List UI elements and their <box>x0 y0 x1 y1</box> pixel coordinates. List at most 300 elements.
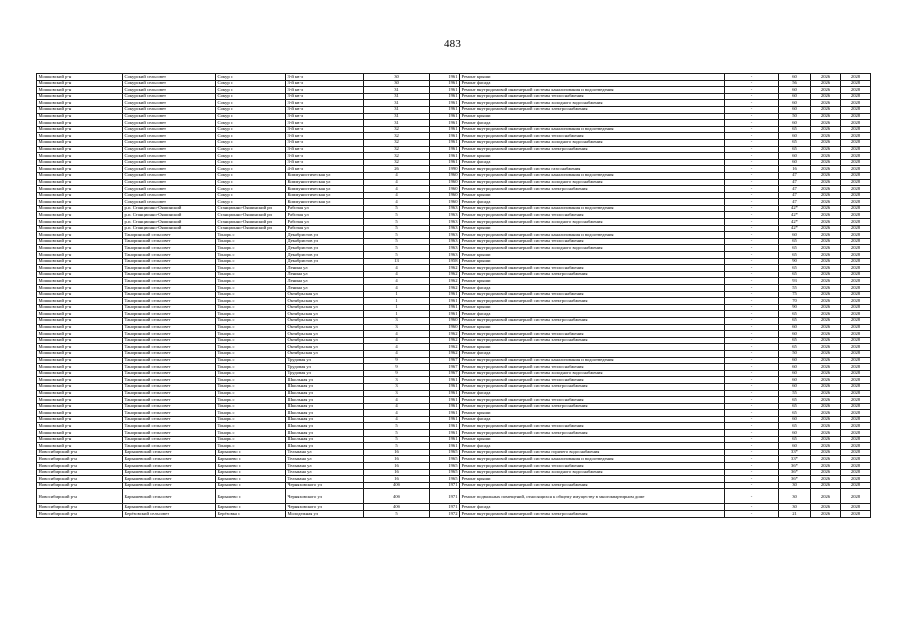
street-cell: Тельмана ул <box>286 463 364 470</box>
locality-cell: Тонорь с <box>216 383 286 390</box>
end-year-cell: 2028 <box>841 199 871 206</box>
work-type-cell: Ремонт крыши <box>460 74 725 81</box>
house-number-cell: 5 <box>364 219 430 226</box>
settlement-cell: Барышевский сельсовет <box>123 504 216 511</box>
table-row <box>37 469 871 476</box>
settlement-cell: Сокурский сельсовет <box>123 159 216 166</box>
settlement-cell: Таноринский сельсовет <box>123 416 216 423</box>
street-cell: Рабочая ул <box>286 219 364 226</box>
settlement-cell: Сокурский сельсовет <box>123 166 216 173</box>
year-built-cell: 1971 <box>430 504 460 511</box>
settlement-cell: Сокурский сельсовет <box>123 153 216 160</box>
district-cell: Мошковский р-н <box>37 106 123 113</box>
street-cell: Школьная ул <box>286 436 364 443</box>
start-year-cell: 2026 <box>811 489 841 504</box>
work-type-cell: Ремонт внутридомовой инженерной системы канализования и водоотведения <box>460 126 725 133</box>
percent-cell: 16 <box>779 166 811 173</box>
table-row <box>37 344 871 351</box>
end-year-cell: 2028 <box>841 383 871 390</box>
year-built-cell: 1971 <box>430 489 460 504</box>
empty-cell: - <box>725 199 779 206</box>
end-year-cell: 2028 <box>841 469 871 476</box>
year-built-cell: 1965 <box>430 449 460 456</box>
table-row <box>37 100 871 107</box>
percent-cell: 50 <box>779 113 811 120</box>
start-year-cell: 2026 <box>811 113 841 120</box>
house-number-cell: 9 <box>364 364 430 371</box>
end-year-cell: 2028 <box>841 159 871 166</box>
settlement-cell: Таноринский сельсовет <box>123 350 216 357</box>
end-year-cell: 2028 <box>841 93 871 100</box>
percent-cell: 65 <box>779 403 811 410</box>
house-number-cell: 4 <box>364 285 430 292</box>
end-year-cell: 2028 <box>841 436 871 443</box>
locality-cell: Тонорь с <box>216 232 286 239</box>
end-year-cell: 2028 <box>841 377 871 384</box>
empty-cell: - <box>725 139 779 146</box>
district-cell: Мошковский р-н <box>37 205 123 212</box>
district-cell: Мошковский р-н <box>37 357 123 364</box>
house-number-cell: 40б <box>364 489 430 504</box>
house-number-cell: 5 <box>364 443 430 450</box>
house-number-cell: 4 <box>364 199 430 206</box>
locality-cell: Станционно-Ояшинский рп <box>216 205 286 212</box>
street-cell: 3-й кв-л <box>286 74 364 81</box>
district-cell: Мошковский р-н <box>37 93 123 100</box>
year-built-cell: 1960 <box>430 192 460 199</box>
district-cell: Мошковский р-н <box>37 113 123 120</box>
street-cell: 3-й кв-л <box>286 113 364 120</box>
locality-cell: Тонорь с <box>216 397 286 404</box>
locality-cell: Тонорь с <box>216 377 286 384</box>
year-built-cell: 1961 <box>430 298 460 305</box>
percent-cell: 55 <box>779 285 811 292</box>
work-type-cell: Ремонт фасада <box>460 159 725 166</box>
start-year-cell: 2026 <box>811 219 841 226</box>
end-year-cell: 2028 <box>841 133 871 140</box>
empty-cell: - <box>725 74 779 81</box>
percent-cell: 60 <box>779 331 811 338</box>
street-cell: Школьная ул <box>286 410 364 417</box>
work-type-cell: Ремонт внутридомовой инженерной системы теплоснабжения <box>460 238 725 245</box>
settlement-cell: Сокурский сельсовет <box>123 146 216 153</box>
settlement-cell: Барышевский сельсовет <box>123 463 216 470</box>
locality-cell: Тонорь с <box>216 258 286 265</box>
work-type-cell: Ремонт внутридомовой инженерной системы электроснабжения <box>460 430 725 437</box>
year-built-cell: 1961 <box>430 93 460 100</box>
work-type-cell: Ремонт внутридомовой инженерной системы холодного водоснабжения <box>460 469 725 476</box>
work-type-cell: Ремонт внутридомовой инженерной системы теплоснабжения <box>460 364 725 371</box>
percent-cell: 60 <box>779 106 811 113</box>
start-year-cell: 2026 <box>811 126 841 133</box>
table-row <box>37 258 871 265</box>
locality-cell: Тонорь с <box>216 390 286 397</box>
table-row <box>37 311 871 318</box>
end-year-cell: 2028 <box>841 331 871 338</box>
settlement-cell: Таноринский сельсовет <box>123 304 216 311</box>
start-year-cell: 2026 <box>811 271 841 278</box>
street-cell: 3-й кв-л <box>286 87 364 94</box>
start-year-cell: 2026 <box>811 383 841 390</box>
percent-cell: 65 <box>779 397 811 404</box>
end-year-cell: 2028 <box>841 291 871 298</box>
house-number-cell: 32 <box>364 159 430 166</box>
year-built-cell: 1961 <box>430 80 460 87</box>
locality-cell: Тонорь с <box>216 423 286 430</box>
district-cell: Мошковский р-н <box>37 304 123 311</box>
street-cell: Ленина ул <box>286 278 364 285</box>
district-cell: Мошковский р-н <box>37 390 123 397</box>
settlement-cell: Таноринский сельсовет <box>123 317 216 324</box>
district-cell: Мошковский р-н <box>37 364 123 371</box>
start-year-cell: 2026 <box>811 337 841 344</box>
empty-cell: - <box>725 278 779 285</box>
percent-cell: 65 <box>779 245 811 252</box>
work-type-cell: Ремонт крыши <box>460 113 725 120</box>
house-number-cell: 4 <box>364 172 430 179</box>
street-cell: Молодежная ул <box>286 511 364 518</box>
percent-cell: 60 <box>779 324 811 331</box>
empty-cell: - <box>725 331 779 338</box>
house-number-cell: 16 <box>364 463 430 470</box>
house-number-cell: 9 <box>364 370 430 377</box>
percent-cell: 75 <box>779 291 811 298</box>
table-row <box>37 219 871 226</box>
start-year-cell: 2026 <box>811 350 841 357</box>
start-year-cell: 2026 <box>811 397 841 404</box>
start-year-cell: 2026 <box>811 120 841 127</box>
house-number-cell: 1 <box>364 291 430 298</box>
work-type-cell: Ремонт внутридомовой инженерной системы газоснабжения <box>460 166 725 173</box>
house-number-cell: 5 <box>364 245 430 252</box>
locality-cell: Тонорь с <box>216 311 286 318</box>
table-row <box>37 324 871 331</box>
table-row <box>37 278 871 285</box>
settlement-cell: Таноринский сельсовет <box>123 357 216 364</box>
locality-cell: Станционно-Ояшинский рп <box>216 212 286 219</box>
empty-cell: - <box>725 93 779 100</box>
percent-cell: 60 <box>779 232 811 239</box>
percent-cell: 30 <box>779 489 811 504</box>
percent-cell: 65 <box>779 139 811 146</box>
locality-cell: Барышево с <box>216 463 286 470</box>
empty-cell: - <box>725 337 779 344</box>
table-row <box>37 383 871 390</box>
district-cell: Мошковский р-н <box>37 172 123 179</box>
street-cell: Коммунистическая ул <box>286 192 364 199</box>
year-built-cell: 1961 <box>430 443 460 450</box>
district-cell: Мошковский р-н <box>37 291 123 298</box>
settlement-cell: Сокурский сельсовет <box>123 74 216 81</box>
start-year-cell: 2026 <box>811 192 841 199</box>
table-row <box>37 390 871 397</box>
district-cell: Новосибирский р-н <box>37 511 123 518</box>
work-type-cell: Ремонт фасада <box>460 443 725 450</box>
house-number-cell: 16 <box>364 469 430 476</box>
locality-cell: Тонорь с <box>216 403 286 410</box>
empty-cell: - <box>725 304 779 311</box>
street-cell: Декабристов ул <box>286 238 364 245</box>
year-built-cell: 1960 <box>430 179 460 186</box>
table-row <box>37 159 871 166</box>
house-number-cell: 4 <box>364 410 430 417</box>
start-year-cell: 2026 <box>811 443 841 450</box>
table-row <box>37 106 871 113</box>
house-number-cell: 5 <box>364 430 430 437</box>
table-row <box>37 298 871 305</box>
district-cell: Мошковский р-н <box>37 252 123 259</box>
work-type-cell: Ремонт внутридомовой инженерной системы теплоснабжения <box>460 463 725 470</box>
end-year-cell: 2028 <box>841 278 871 285</box>
street-cell: Школьная ул <box>286 390 364 397</box>
percent-cell: 60 <box>779 383 811 390</box>
table-row <box>37 443 871 450</box>
percent-cell: 47 <box>779 186 811 193</box>
street-cell: Декабристов ул <box>286 252 364 259</box>
table-row <box>37 93 871 100</box>
end-year-cell: 2028 <box>841 298 871 305</box>
table-row <box>37 331 871 338</box>
table-row <box>37 74 871 81</box>
year-built-cell: 1961 <box>430 383 460 390</box>
locality-cell: Тонорь с <box>216 252 286 259</box>
settlement-cell: Таноринский сельсовет <box>123 436 216 443</box>
house-number-cell: 3 <box>364 317 430 324</box>
district-cell: Мошковский р-н <box>37 271 123 278</box>
start-year-cell: 2026 <box>811 153 841 160</box>
work-type-cell: Ремонт фасада <box>460 80 725 87</box>
table-row <box>37 166 871 173</box>
street-cell: Черняховского ул <box>286 504 364 511</box>
street-cell: Школьная ул <box>286 423 364 430</box>
percent-cell: 65 <box>779 317 811 324</box>
end-year-cell: 2028 <box>841 370 871 377</box>
settlement-cell: Сокурский сельсовет <box>123 120 216 127</box>
locality-cell: Сокур с <box>216 80 286 87</box>
year-built-cell: 1967 <box>430 364 460 371</box>
district-cell: Мошковский р-н <box>37 430 123 437</box>
house-number-cell: 5 <box>364 232 430 239</box>
start-year-cell: 2026 <box>811 278 841 285</box>
house-number-cell: 1 <box>364 298 430 305</box>
street-cell: Тельмана ул <box>286 456 364 463</box>
end-year-cell: 2028 <box>841 100 871 107</box>
work-type-cell: Ремонт крыши <box>460 192 725 199</box>
house-number-cell: 5 <box>364 511 430 518</box>
locality-cell: Станционно-Ояшинский рп <box>216 219 286 226</box>
empty-cell: - <box>725 245 779 252</box>
work-type-cell: Ремонт крыши <box>460 225 725 232</box>
year-built-cell: 1971 <box>430 482 460 489</box>
work-type-cell: Ремонт крыши <box>460 252 725 259</box>
district-cell: Мошковский р-н <box>37 126 123 133</box>
work-type-cell: Ремонт внутридомовой инженерной системы теплоснабжения <box>460 377 725 384</box>
work-type-cell: Ремонт внутридомовой инженерной системы электроснабжения <box>460 383 725 390</box>
house-number-cell: 9 <box>364 357 430 364</box>
street-cell: Школьная ул <box>286 403 364 410</box>
empty-cell: - <box>725 469 779 476</box>
start-year-cell: 2026 <box>811 476 841 483</box>
year-built-cell: 1960 <box>430 172 460 179</box>
empty-cell: - <box>725 225 779 232</box>
end-year-cell: 2028 <box>841 205 871 212</box>
locality-cell: Сокур с <box>216 93 286 100</box>
work-type-cell: Ремонт крыши <box>460 476 725 483</box>
settlement-cell: р.п. Станционно-Ояшинский <box>123 212 216 219</box>
table-row <box>37 397 871 404</box>
settlement-cell: р.п. Станционно-Ояшинский <box>123 205 216 212</box>
table-row <box>37 364 871 371</box>
percent-cell: 60 <box>779 430 811 437</box>
year-built-cell: 1967 <box>430 370 460 377</box>
year-built-cell: 1962 <box>430 344 460 351</box>
street-cell: 3-й кв-л <box>286 126 364 133</box>
work-type-cell: Ремонт внутридомовой инженерной системы электроснабжения <box>460 403 725 410</box>
end-year-cell: 2028 <box>841 463 871 470</box>
table-row <box>37 337 871 344</box>
empty-cell: - <box>725 449 779 456</box>
empty-cell: - <box>725 113 779 120</box>
settlement-cell: Сокурский сельсовет <box>123 100 216 107</box>
year-built-cell: 1961 <box>430 291 460 298</box>
year-built-cell: 1961 <box>430 74 460 81</box>
empty-cell: - <box>725 265 779 272</box>
district-cell: Мошковский р-н <box>37 423 123 430</box>
house-number-cell: 40б <box>364 504 430 511</box>
settlement-cell: Сокурский сельсовет <box>123 87 216 94</box>
percent-cell: 47 <box>779 192 811 199</box>
percent-cell: 60 <box>779 93 811 100</box>
district-cell: Мошковский р-н <box>37 100 123 107</box>
district-cell: Мошковский р-н <box>37 74 123 81</box>
empty-cell: - <box>725 133 779 140</box>
start-year-cell: 2026 <box>811 469 841 476</box>
street-cell: Школьная ул <box>286 377 364 384</box>
year-built-cell: 1965 <box>430 476 460 483</box>
settlement-cell: Таноринский сельсовет <box>123 238 216 245</box>
work-type-cell: Ремонт фасада <box>460 120 725 127</box>
work-type-cell: Ремонт внутридомовой инженерной системы холодного водоснабжения <box>460 219 725 226</box>
district-cell: Мошковский р-н <box>37 238 123 245</box>
empty-cell: - <box>725 423 779 430</box>
district-cell: Мошковский р-н <box>37 403 123 410</box>
end-year-cell: 2028 <box>841 410 871 417</box>
empty-cell: - <box>725 159 779 166</box>
empty-cell: - <box>725 436 779 443</box>
year-built-cell: 1961 <box>430 139 460 146</box>
start-year-cell: 2026 <box>811 317 841 324</box>
district-cell: Мошковский р-н <box>37 212 123 219</box>
locality-cell: Тонорь с <box>216 337 286 344</box>
street-cell: 3-й кв-л <box>286 93 364 100</box>
district-cell: Мошковский р-н <box>37 133 123 140</box>
empty-cell: - <box>725 430 779 437</box>
year-built-cell: 1963 <box>430 219 460 226</box>
empty-cell: - <box>725 364 779 371</box>
house-number-cell: 16 <box>364 456 430 463</box>
empty-cell: - <box>725 153 779 160</box>
empty-cell: - <box>725 456 779 463</box>
end-year-cell: 2028 <box>841 153 871 160</box>
percent-cell: 33* <box>779 456 811 463</box>
district-cell: Новосибирский р-н <box>37 469 123 476</box>
start-year-cell: 2026 <box>811 456 841 463</box>
end-year-cell: 2028 <box>841 225 871 232</box>
end-year-cell: 2028 <box>841 120 871 127</box>
start-year-cell: 2026 <box>811 252 841 259</box>
year-built-cell: 1972 <box>430 511 460 518</box>
settlement-cell: Таноринский сельсовет <box>123 265 216 272</box>
street-cell: Октябрьская ул <box>286 331 364 338</box>
locality-cell: Сокур с <box>216 106 286 113</box>
start-year-cell: 2026 <box>811 403 841 410</box>
start-year-cell: 2026 <box>811 449 841 456</box>
table-row <box>37 403 871 410</box>
locality-cell: Берёзовка с <box>216 511 286 518</box>
end-year-cell: 2028 <box>841 106 871 113</box>
house-number-cell: 32 <box>364 139 430 146</box>
end-year-cell: 2028 <box>841 166 871 173</box>
locality-cell: Тонорь с <box>216 410 286 417</box>
locality-cell: Тонорь с <box>216 364 286 371</box>
street-cell: Тельмана ул <box>286 476 364 483</box>
year-built-cell: 1965 <box>430 456 460 463</box>
end-year-cell: 2028 <box>841 113 871 120</box>
locality-cell: Сокур с <box>216 133 286 140</box>
table-row <box>37 504 871 511</box>
empty-cell: - <box>725 106 779 113</box>
percent-cell: 65 <box>779 238 811 245</box>
table-row <box>37 120 871 127</box>
percent-cell: 30 <box>779 482 811 489</box>
end-year-cell: 2028 <box>841 416 871 423</box>
locality-cell: Тонорь с <box>216 436 286 443</box>
year-built-cell: 1958 <box>430 258 460 265</box>
settlement-cell: Таноринский сельсовет <box>123 370 216 377</box>
start-year-cell: 2026 <box>811 423 841 430</box>
percent-cell: 42* <box>779 219 811 226</box>
house-number-cell: 4 <box>364 344 430 351</box>
work-type-cell: Ремонт внутридомовой инженерной системы электроснабжения <box>460 146 725 153</box>
district-cell: Новосибирский р-н <box>37 504 123 511</box>
house-number-cell: 5 <box>364 423 430 430</box>
locality-cell: Тонорь с <box>216 370 286 377</box>
house-number-cell: 5 <box>364 252 430 259</box>
percent-cell: 60 <box>779 120 811 127</box>
percent-cell: 47 <box>779 199 811 206</box>
start-year-cell: 2026 <box>811 133 841 140</box>
year-built-cell: 1961 <box>430 416 460 423</box>
work-type-cell: Ремонт фасада <box>460 350 725 357</box>
empty-cell: - <box>725 298 779 305</box>
street-cell: Октябрьская ул <box>286 324 364 331</box>
year-built-cell: 1962 <box>430 331 460 338</box>
empty-cell: - <box>725 403 779 410</box>
year-built-cell: 1961 <box>430 126 460 133</box>
percent-cell: 21 <box>779 511 811 518</box>
street-cell: Ленина ул <box>286 285 364 292</box>
table-row <box>37 245 871 252</box>
start-year-cell: 2026 <box>811 377 841 384</box>
end-year-cell: 2028 <box>841 245 871 252</box>
start-year-cell: 2026 <box>811 258 841 265</box>
table-row <box>37 212 871 219</box>
work-type-cell: Ремонт внутридомовой инженерной системы теплоснабжения <box>460 93 725 100</box>
table-row <box>37 482 871 489</box>
work-type-cell: Ремонт внутридомовой инженерной системы канализования и водоотведения <box>460 87 725 94</box>
year-built-cell: 1963 <box>430 212 460 219</box>
street-cell: 3-й кв-л <box>286 80 364 87</box>
